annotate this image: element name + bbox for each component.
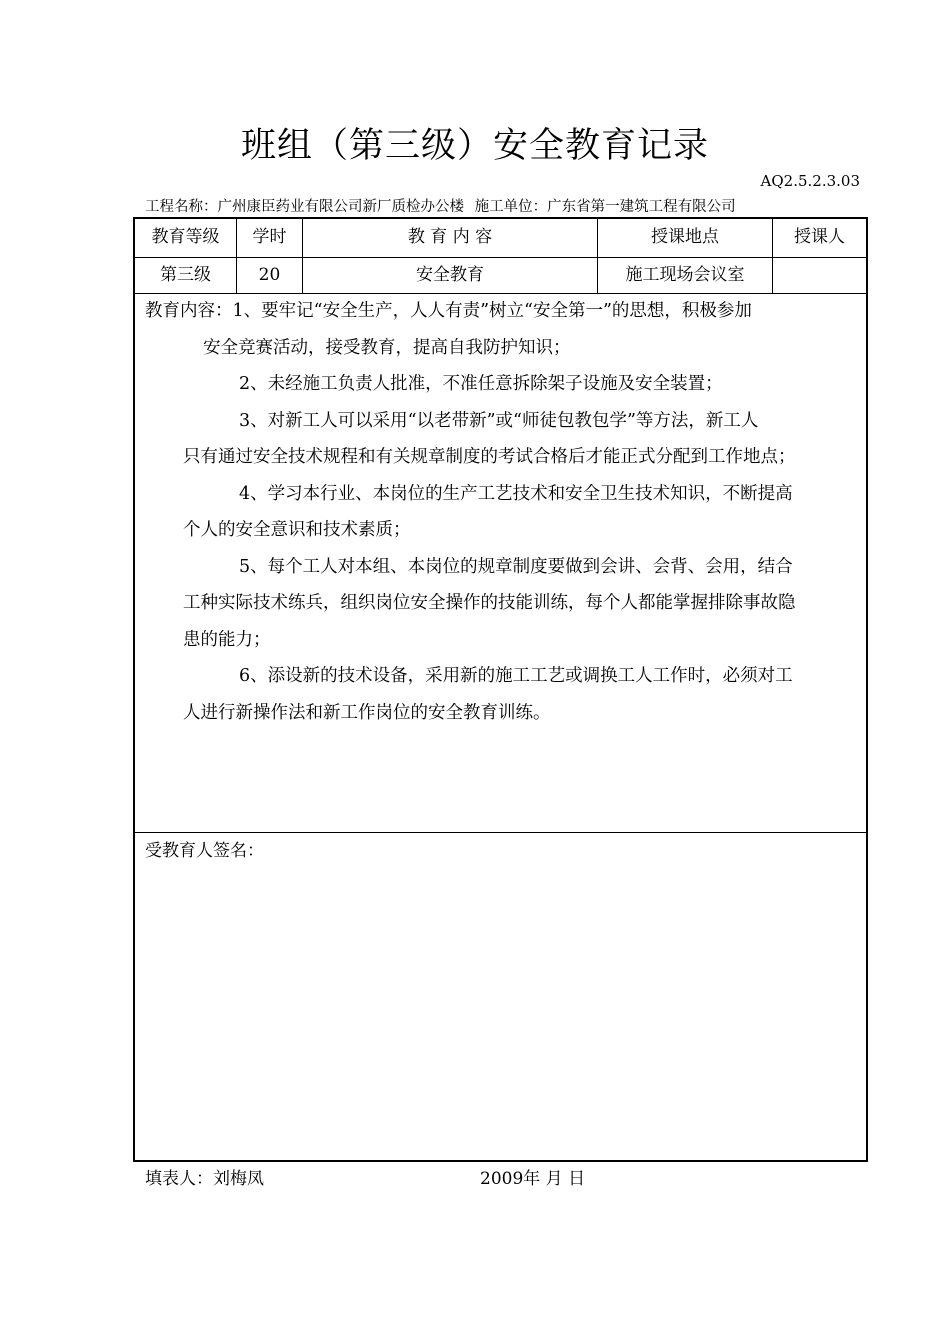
table-header-row [135, 219, 866, 258]
content-line: 个人的安全意识和技术素质； [183, 520, 411, 540]
education-record-table [133, 217, 868, 1162]
project-name: 工程名称：广州康臣药业有限公司新厂质检办公楼 [145, 199, 464, 215]
content-line: 3、对新工人可以采用“以老带新”或“师徒包教包学”等方法，新工人 [239, 410, 759, 431]
value-education-level: 第三级 [135, 257, 237, 293]
header-class-hours: 学时 [237, 219, 303, 257]
value-class-hours: 20 [237, 257, 303, 293]
education-content-section [135, 293, 866, 833]
content-line: 2、未经施工负责人批准，不准任意拆除架子设施及安全装置； [239, 374, 723, 394]
content-line: 安全竞赛活动，接受教育，提高自我防护知识； [203, 337, 571, 358]
document-code: AQ2.5.2.3.03 [760, 172, 860, 190]
content-line: 教育内容：1、要牢记“安全生产，人人有责”树立“安全第一”的思想，积极参加 [145, 301, 752, 321]
content-line: 工种实际技术练兵，组织岗位安全操作的技能训练，每个人都能掌握排除事故隐 [183, 593, 796, 613]
value-lecture-location: 施工现场会议室 [598, 257, 773, 293]
value-education-content: 安全教育 [303, 257, 598, 293]
form-filler: 填表人：刘梅凤 [145, 1169, 264, 1189]
construction-unit: 施工单位：广东省第一建筑工程有限公司 [474, 199, 736, 215]
header-education-content: 教 育 内 容 [303, 219, 598, 257]
value-lecturer [773, 257, 866, 293]
content-line: 只有通过安全技术规程和有关规章制度的考试合格后才能正式分配到工作地点； [183, 447, 796, 467]
project-info [145, 195, 742, 216]
header-lecturer: 授课人 [794, 227, 845, 247]
header-education-level: 教育等级 [135, 219, 237, 257]
signature-section [135, 832, 866, 1160]
content-line: 5、每个工人对本组、本岗位的规章制度要做到会讲、会背、会用，结合 [239, 556, 793, 577]
form-date: 2009年 月 日 [480, 1169, 586, 1189]
content-line: 人进行新操作法和新工作岗位的安全教育训练。 [183, 702, 551, 723]
content-line: 6、添设新的技术设备，采用新的施工工艺或调换工人工作时，必须对工 [239, 666, 793, 686]
signature-label: 受教育人签名： [145, 841, 264, 861]
content-line: 患的能力； [183, 629, 271, 650]
content-line: 4、学习本行业、本岗位的生产工艺技术和安全卫生技术知识，不断提高 [239, 483, 793, 504]
page-title: 班组（第三级）安全教育记录 [240, 126, 709, 166]
table-value-row [135, 257, 866, 294]
header-lecture-location: 授课地点 [598, 219, 773, 257]
